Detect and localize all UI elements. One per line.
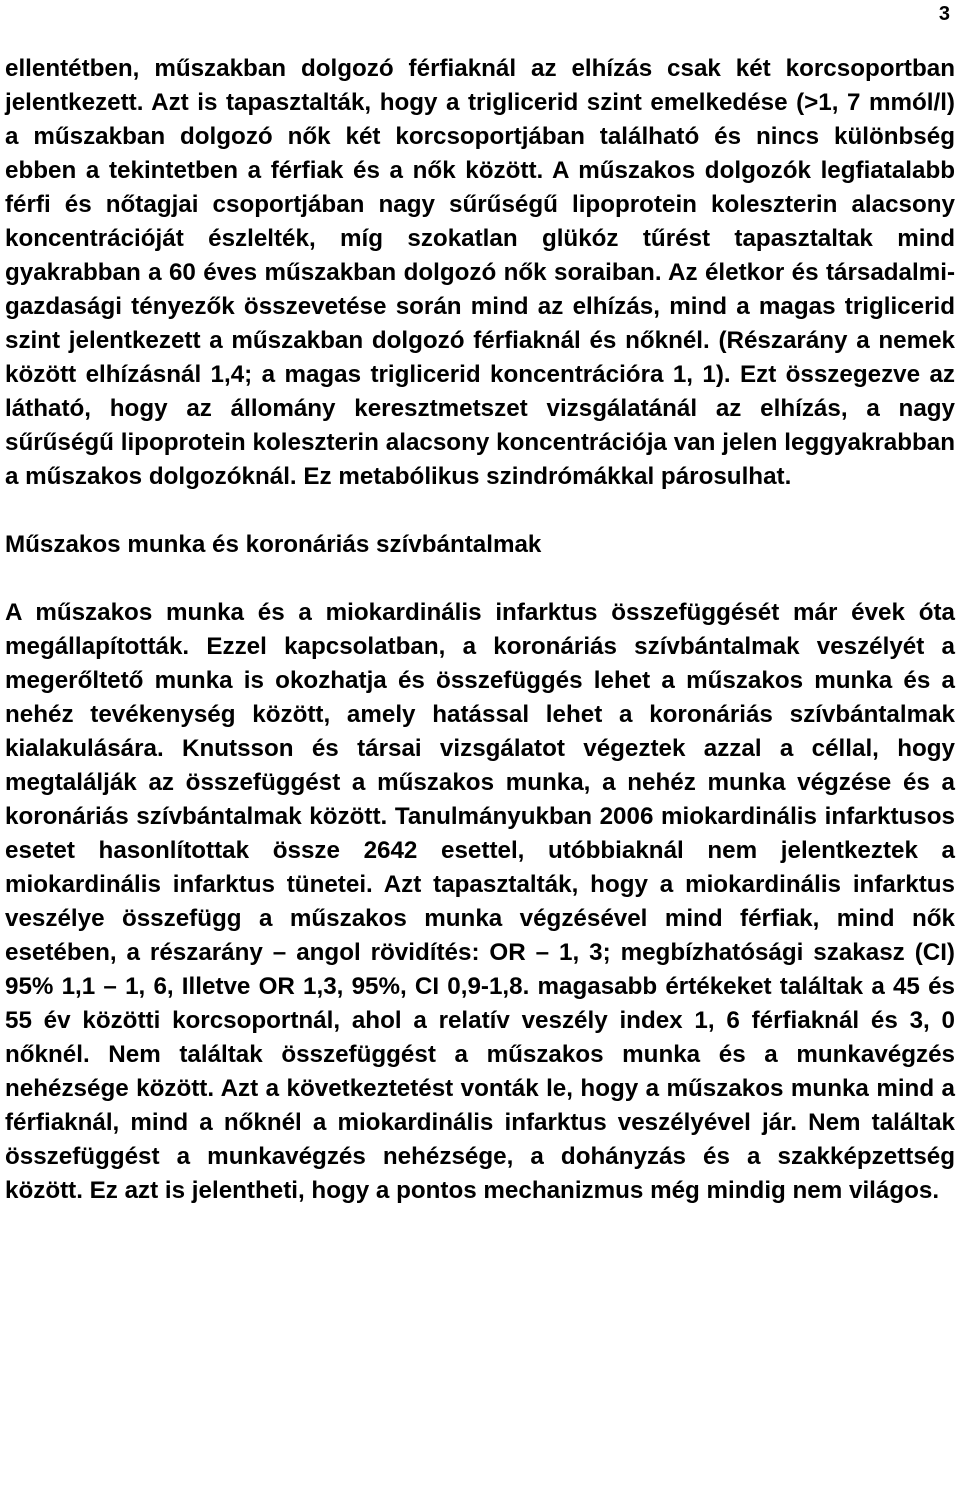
section-heading: Műszakos munka és koronáriás szívbántalmak — [5, 531, 542, 558]
body-paragraph-2: A műszakos munka és a miokardinális infarktus összefüggését már évek óta megállapították. Ezzel kapcsolatban, a koronáriás szívbántalmak veszélyét a megerőltető munka is okozhatja és összefüggés lehet a műszakos munka és a nehéz tevékenység között, amely hatással lehet a koronáriás szívbántalmak kialakulására. Knutsson és társai vizsgálatot végeztek azzal a céllal, hogy megtalálják az összefüggést a műszakos munka, a nehéz munka végzése és a koronáriás szívbántalmak között. Tanulmányukban 2006 miokardinális infarktusos esetet hasonlítottak össze 2642 esettel, utóbbiaknál nem jelentkeztek a miokardinális infarktus tünetei. Azt tapasztalták, hogy a miokardinális infarktus veszélye összefügg a műszakos munka végzésével mind férfiak, mind nők esetében, a részarány – angol rövidítés: OR – 1, 3; megbízhatósági szakasz (CI) 95% 1,1 – 1, 6, Illetve OR 1,3, 95%, CI 0,9-1,8. magasabb értékeket találtak a 45 és 55 év közötti korcsoportnál, ahol a relatív veszély index 1, 6 férfiaknál és 3, 0 nőknél. Nem találtak összefüggést a műszakos munka és a munkavégzés nehézsége között. Azt a következtetést vonták le, hogy a műszakos munka mind a férfiaknál, mind a nőknél a miokardinális infarktus veszélyével jár. Nem találtak összefüggést a munkavégzés nehézsége, a dohányzás és a szakképzettség között. Ez azt is jelentheti, hogy a pontos mechanizmus még mindig nem világos. — [5, 599, 955, 1204]
document-body — [5, 52, 955, 1208]
page-number: 3 — [938, 3, 950, 25]
body-paragraph-1: ellentétben, műszakban dolgozó férfiaknál az elhízás csak két korcsoportban jelentkezett. Azt is tapasztalták, hogy a triglicerid szint emelkedése (>1, 7 mmól/l) a műszakban dolgozó nők két korcsoportjában található és nincs különbség ebben a tekintetben a férfiak és a nők között. A műszakos dolgozók legfiatalabb férfi és nőtagjai csoportjában nagy sűrűségű lipoprotein koleszterin alacsony koncentrációját észlelték, míg szokatlan glükóz tűrést tapasztaltak mind gyakrabban a 60 éves műszakban dolgozó nők soraiban. Az életkor és társadalmi-gazdasági tényezők összevetése során mind az elhízás, mind a magas triglicerid szint jelentkezett a műszakban dolgozó férfiaknál és nőknél. (Részarány a nemek között elhízásnál 1,4; a magas triglicerid koncentrációra 1, 1). Ezt összegezve az látható, hogy az állomány keresztmetszet vizsgálatánál az elhízás, a nagy sűrűségű lipoprotein koleszterin alacsony koncentrációja van jelen leggyakrabban a műszakos dolgozóknál. Ez metabólikus szindrómákkal párosulhat. — [5, 55, 955, 490]
